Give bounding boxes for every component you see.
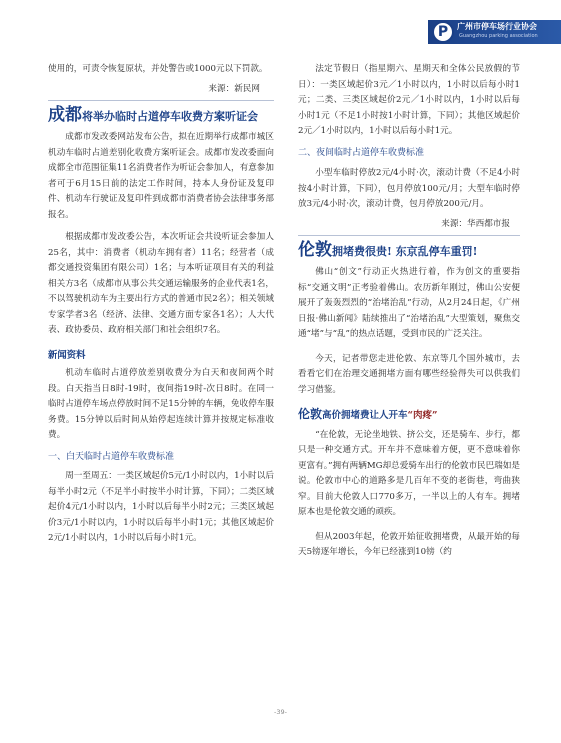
- heading-text: 拥堵费很贵! 东京乱停车重罚!: [332, 245, 478, 258]
- left-column: [48, 62, 274, 547]
- section-heading-news: 新闻资料: [48, 349, 86, 361]
- article-paragraph: 周一至周五：一类区域起价5元/1小时以内，1小时以后每半小时2元（不足半小时按半小时计算，下同）；二类区域起价4元/1小时以内，1小时以后每半小时2元；三类区域起价3元/1小时以内，1小时以后每半小时1元；其他区域起价2元/1小时以内，1小时以后每小时1元。: [48, 471, 274, 543]
- article-paragraph: 佛山“创文”行动正火热进行着，作为创文的重要指标“交通文明”正考验着佛山。农历新年刚过，佛山公安便展开了轰轰烈烈的“治堵治乱”行动，从2月24日起，《广州日报·佛山新闻》陆续推出了“治堵治乱”大型策划，聚焦交通“堵”与“乱”的热点话题，受到市民的广泛关注。: [298, 267, 520, 339]
- parking-logo-icon: P: [432, 21, 454, 43]
- article-paragraph: 今天，记者带您走进伦敦、东京等几个国外城市，去看看它们在治理交通拥堵方面有哪些经验得失可以供我们学习借鉴。: [298, 353, 520, 395]
- article-paragraph: 根据成都市发改委公告，本次听证会共设听证会参加人25名，其中：消费者（机动车拥有者）11名；经营者（成都交通投资集团有限公司）1名；与本听证项目有关的利益相关方3名（成都市从事公共交通运输服务的企业代表1名，不以驾驶机动车为主要出行方式的普通市民2名）；相关领域专家学者3名（经济、法律、交通方面专家各1名）；人大代表、政协委员、政府相关部门和社会组织7名。: [48, 232, 274, 335]
- article-heading-chengdu: [48, 106, 274, 126]
- article-paragraph: 成都市发改委网站发布公告，拟在近期举行成都市城区机动车临时占道差别化收费方案听证会。成都市发改委面向成都全市范围征集11名消费者作为听证会参加人，有意参加者可于6月15日前的法定工作时间，持本人身份证及复印件、机动车行驶证及复印件到成都市消费者协会法律事务部报名。: [48, 132, 274, 220]
- source-xinmin: 来源：新民网: [208, 83, 260, 94]
- article-paragraph: 但从2003年起，伦敦开始征收拥堵费，从最开始的每天5镑逐年增长，今年已经涨到10镑（约: [298, 531, 520, 557]
- subheading-quote: “肉疼”: [407, 410, 438, 421]
- heading-city: 成都: [48, 105, 82, 125]
- article-heading-london: [298, 241, 520, 261]
- subheading-daytime-fees: 一、白天临时占道停车收费标准: [48, 451, 175, 462]
- subheading-night-fees: 二、夜间临时占道停车收费标准: [298, 147, 425, 158]
- association-name-en: Guangzhou parking association: [459, 33, 538, 39]
- page-number: -39-: [274, 708, 287, 716]
- heading-city: 伦敦: [298, 240, 332, 260]
- divider: [48, 100, 274, 101]
- subheading-london-congestion: [298, 407, 520, 424]
- subheading-city: 伦敦: [298, 407, 323, 421]
- right-column: [298, 62, 520, 561]
- article-paragraph: “在伦敦，无论坐地铁、挤公交，还是骑车、步行，都只是一种交通方式。开车并不意味着方便，更不意味着你更富有。”拥有两辆MG却总爱骑车出行的伦敦市民巴瑞如是说。伦敦市中心的道路多是几百年不变的老街巷，弯曲狭窄。目前大伦敦人口770多万，一半以上的人有车。拥堵原本也是伦敦交通的顽疾。: [298, 429, 521, 517]
- article-paragraph: 法定节假日（指星期六、星期天和全体公民放假的节日）：一类区域起价3元／1小时以内，1小时以后每小时1元；二类、三类区域起价2元／1小时以内，1小时以后每小时1元（不足1小时按1小时计算，下同）；其他区域起价2元／1小时以内，1小时以后每小时1元。: [298, 64, 520, 136]
- article-paragraph: 小型车临时停放2元/4小时·次，滚动计费（不足4小时按4小时计算，下同），包月停放100元/月；大型车临时停放3元/4小时·次，滚动计费，包月停放200元/月。: [298, 168, 520, 209]
- heading-text: 将举办临时占道停车收费方案听证会: [82, 110, 258, 123]
- association-name: 广州市停车场行业协会: [457, 22, 537, 31]
- intro-paragraph: 使用的，可责令恢复原状，并处警告或1000元以下罚款。: [48, 64, 268, 74]
- subheading-text: 高价拥堵费让人开车: [322, 410, 408, 421]
- divider: [298, 235, 520, 236]
- source-huaxi: 来源：华西都市报: [441, 218, 510, 229]
- article-paragraph: 机动车临时占道停放差别收费分为白天和夜间两个时段。白天指当日8时-19时，夜间指19时-次日8时。在同一临时占道停车场点停放时间不足15分钟的车辆，免收停车服务费。15分钟以后时间从始停起连续计算并按规定标准收费。: [48, 368, 274, 440]
